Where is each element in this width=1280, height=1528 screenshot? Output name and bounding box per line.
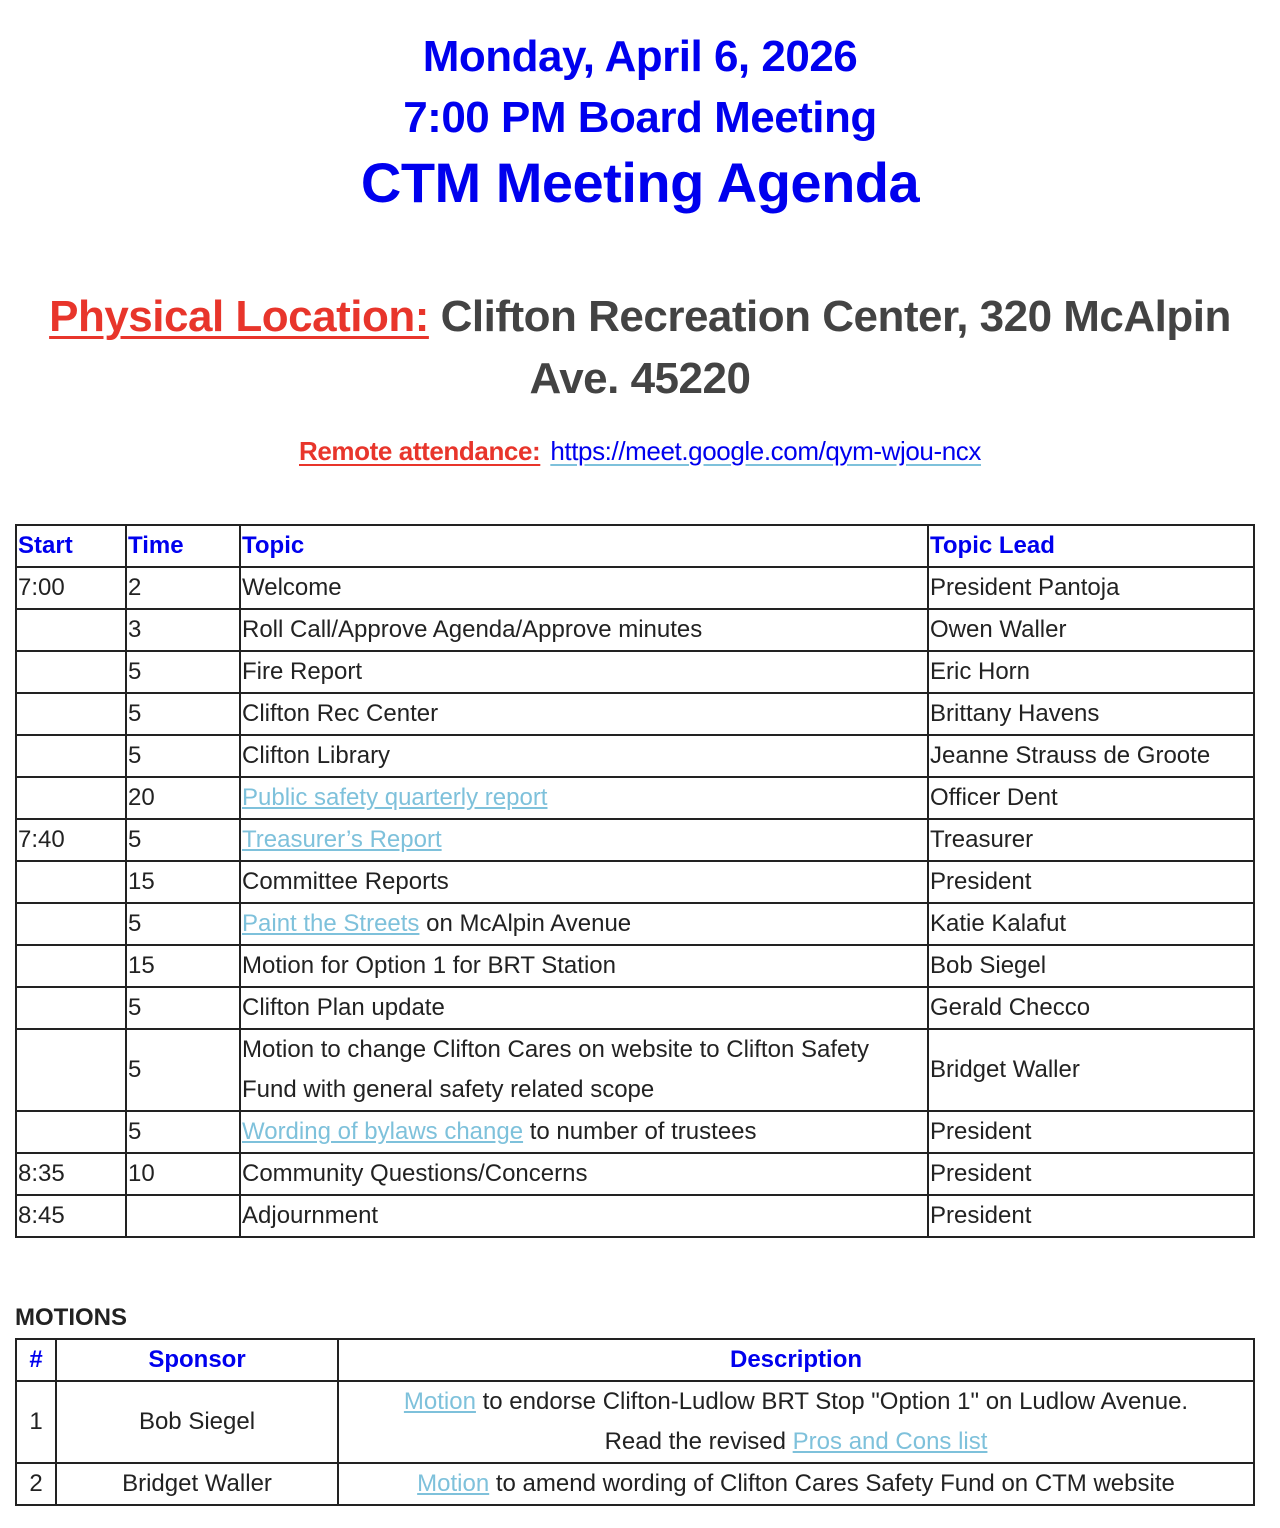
- topic-cell: [240, 903, 928, 945]
- time-cell: 15: [126, 861, 240, 903]
- time-cell: 5: [126, 1029, 240, 1111]
- header-topic: Topic: [240, 525, 928, 567]
- motion-description: to amend wording of Clifton Cares Safety Fund on CTM website: [489, 1470, 1175, 1497]
- page-header: [0, 28, 1280, 216]
- start-cell: [16, 903, 126, 945]
- topic-text: Fire Report: [242, 658, 363, 685]
- topic-lead-cell: Katie Kalafut: [928, 903, 1254, 945]
- topic-link[interactable]: Paint the Streets: [242, 910, 420, 937]
- topic-lead-cell: Bridget Waller: [928, 1029, 1254, 1111]
- topic-lead-cell: Jeanne Strauss de Groote: [928, 735, 1254, 777]
- motion-row: [16, 1381, 1254, 1463]
- topic-lead-cell: President: [928, 1195, 1254, 1237]
- agenda-table: [15, 524, 1255, 1238]
- header-sponsor: Sponsor: [56, 1339, 338, 1381]
- remote-attendance: [0, 436, 1280, 467]
- topic-text: Adjournment: [242, 1202, 379, 1229]
- agenda-row: [16, 651, 1254, 693]
- location-label: Physical Location:: [49, 292, 429, 341]
- start-cell: [16, 693, 126, 735]
- header-number: #: [16, 1339, 56, 1381]
- topic-link[interactable]: Wording of bylaws change: [242, 1118, 524, 1145]
- location-address: Clifton Recreation Center, 320 McAlpin Ave. 45220: [440, 292, 1231, 403]
- agenda-row: [16, 1111, 1254, 1153]
- topic-lead-cell: Gerald Checco: [928, 987, 1254, 1029]
- header-description: Description: [338, 1339, 1254, 1381]
- agenda-row: [16, 567, 1254, 609]
- motion-description-cell: [338, 1381, 1254, 1463]
- start-cell: 8:45: [16, 1195, 126, 1237]
- time-cell: 5: [126, 693, 240, 735]
- topic-cell: [240, 777, 928, 819]
- agenda-row: [16, 1195, 1254, 1237]
- topic-lead-cell: Treasurer: [928, 819, 1254, 861]
- topic-cell: [240, 651, 928, 693]
- topic-lead-cell: President: [928, 1111, 1254, 1153]
- motions-title: MOTIONS: [15, 1304, 127, 1331]
- start-cell: [16, 1111, 126, 1153]
- start-cell: [16, 987, 126, 1029]
- topic-text: Community Questions/Concerns: [242, 1160, 588, 1187]
- header-time: Time: [126, 525, 240, 567]
- time-cell: 5: [126, 651, 240, 693]
- topic-cell: [240, 609, 928, 651]
- motion-number: 2: [16, 1463, 56, 1505]
- agenda-row: [16, 1153, 1254, 1195]
- pros-cons-link[interactable]: Pros and Cons list: [792, 1428, 988, 1455]
- topic-lead-cell: Eric Horn: [928, 651, 1254, 693]
- agenda-row: [16, 693, 1254, 735]
- time-cell: 5: [126, 903, 240, 945]
- topic-text: Clifton Plan update: [242, 994, 445, 1021]
- remote-label: Remote attendance:: [299, 436, 541, 466]
- topic-link[interactable]: Public safety quarterly report: [242, 784, 548, 811]
- time-cell: 5: [126, 987, 240, 1029]
- start-cell: [16, 651, 126, 693]
- header-topic-lead: Topic Lead: [928, 525, 1254, 567]
- topic-cell: [240, 1029, 928, 1111]
- motion-number: 1: [16, 1381, 56, 1463]
- time-cell: 5: [126, 735, 240, 777]
- start-cell: [16, 945, 126, 987]
- topic-text: on McAlpin Avenue: [419, 910, 632, 937]
- topic-cell: [240, 1195, 928, 1237]
- start-cell: [16, 609, 126, 651]
- topic-lead-cell: Owen Waller: [928, 609, 1254, 651]
- topic-cell: [240, 567, 928, 609]
- motion-sponsor: Bob Siegel: [56, 1381, 338, 1463]
- topic-cell: [240, 735, 928, 777]
- physical-location: [0, 286, 1280, 410]
- agenda-row: [16, 987, 1254, 1029]
- topic-text: Roll Call/Approve Agenda/Approve minutes: [242, 616, 703, 643]
- time-cell: 20: [126, 777, 240, 819]
- topic-cell: [240, 1111, 928, 1153]
- motion-description: to endorse Clifton-Ludlow BRT Stop "Option 1" on Ludlow Avenue.: [475, 1388, 1189, 1415]
- meeting-date: Monday, April 6, 2026: [422, 32, 858, 81]
- motions-header-row: [16, 1339, 1254, 1381]
- topic-text: Committee Reports: [242, 868, 449, 895]
- start-cell: [16, 861, 126, 903]
- topic-text: Clifton Library: [242, 742, 391, 769]
- agenda-row: [16, 609, 1254, 651]
- motion-row: [16, 1463, 1254, 1505]
- topic-text: Clifton Rec Center: [242, 700, 439, 727]
- start-cell: [16, 735, 126, 777]
- agenda-row: [16, 861, 1254, 903]
- meeting-time: 7:00 PM Board Meeting: [403, 93, 877, 142]
- agenda-row: [16, 777, 1254, 819]
- motions-table: [15, 1338, 1255, 1506]
- topic-cell: [240, 693, 928, 735]
- topic-lead-cell: Brittany Havens: [928, 693, 1254, 735]
- start-cell: [16, 1029, 126, 1111]
- meeting-link[interactable]: https://meet.google.com/qym-wjou-ncx: [550, 436, 981, 466]
- time-cell: 2: [126, 567, 240, 609]
- topic-text: to number of trustees: [523, 1118, 757, 1145]
- header-start: Start: [16, 525, 126, 567]
- topic-lead-cell: President: [928, 1153, 1254, 1195]
- time-cell: 15: [126, 945, 240, 987]
- topic-lead-cell: President: [928, 861, 1254, 903]
- motion-description-cell: [338, 1463, 1254, 1505]
- time-cell: 5: [126, 819, 240, 861]
- motion-note: Read the revised: [604, 1428, 793, 1455]
- topic-cell: [240, 1153, 928, 1195]
- agenda-row: [16, 1029, 1254, 1111]
- agenda-row: [16, 903, 1254, 945]
- topic-cell: [240, 987, 928, 1029]
- topic-cell: [240, 945, 928, 987]
- topic-cell: [240, 861, 928, 903]
- time-cell: 5: [126, 1111, 240, 1153]
- motion-link[interactable]: Motion: [417, 1470, 490, 1497]
- topic-cell: [240, 819, 928, 861]
- agenda-header-row: [16, 525, 1254, 567]
- topic-lead-cell: Bob Siegel: [928, 945, 1254, 987]
- agenda-row: [16, 735, 1254, 777]
- start-cell: 8:35: [16, 1153, 126, 1195]
- time-cell: 3: [126, 609, 240, 651]
- topic-text: Motion for Option 1 for BRT Station: [242, 952, 616, 979]
- topic-lead-cell: Officer Dent: [928, 777, 1254, 819]
- start-cell: [16, 777, 126, 819]
- agenda-row: [16, 945, 1254, 987]
- topic-text: Motion to change Clifton Cares on website to Clifton Safety Fund with general safety related scope: [242, 1036, 876, 1103]
- topic-text: Welcome: [242, 574, 342, 601]
- motion-sponsor: Bridget Waller: [56, 1463, 338, 1505]
- topic-link[interactable]: Treasurer’s Report: [242, 826, 442, 853]
- time-cell: [126, 1195, 240, 1237]
- page-title: CTM Meeting Agenda: [360, 151, 920, 214]
- topic-lead-cell: President Pantoja: [928, 567, 1254, 609]
- motion-link[interactable]: Motion: [403, 1388, 476, 1415]
- time-cell: 10: [126, 1153, 240, 1195]
- start-cell: 7:40: [16, 819, 126, 861]
- start-cell: 7:00: [16, 567, 126, 609]
- agenda-row: [16, 819, 1254, 861]
